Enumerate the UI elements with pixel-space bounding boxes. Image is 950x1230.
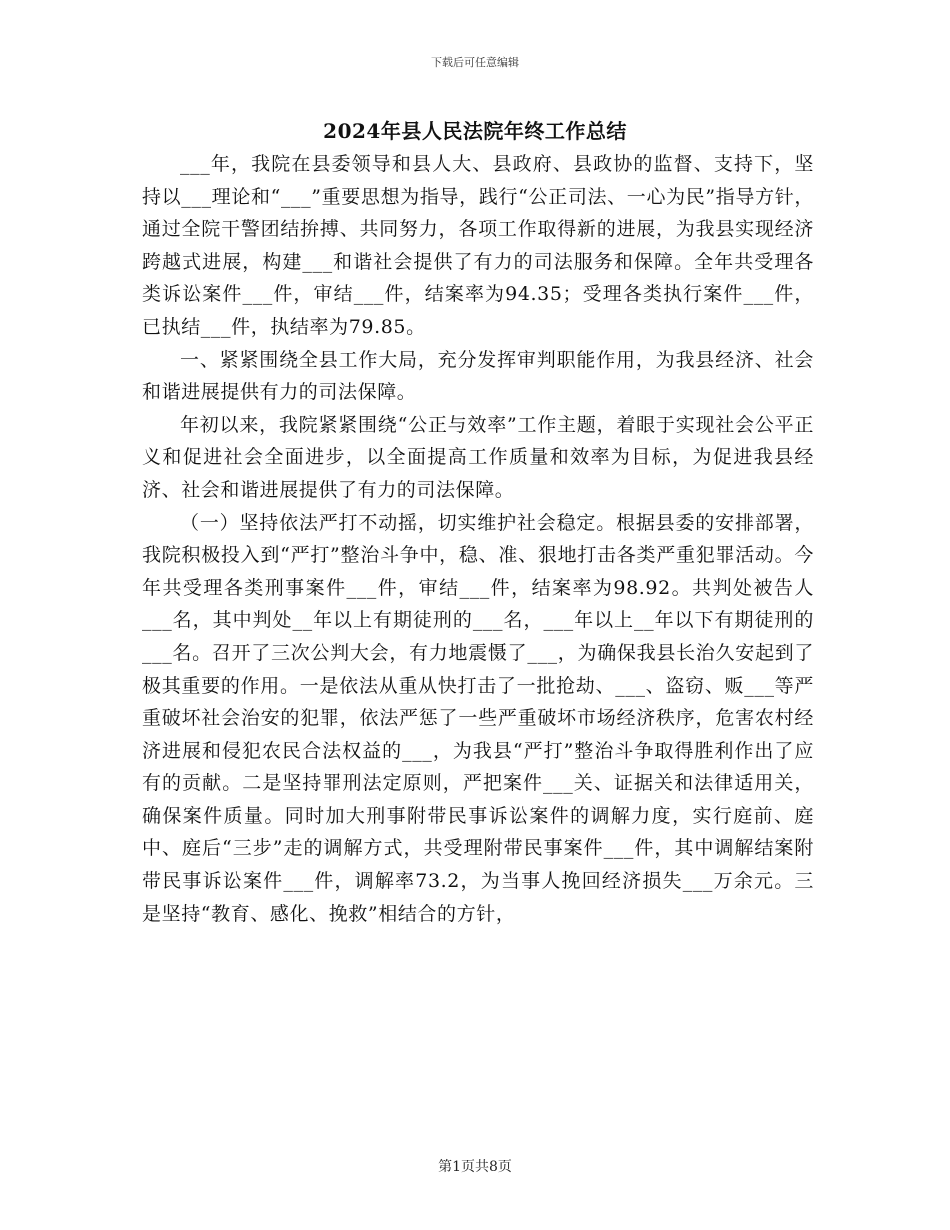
document-body	[142, 148, 814, 930]
paragraph-intro: ___年，我院在县委领导和县人大、县政府、县政协的监督、支持下，坚持以___理论和“___”重要思想为指导，践行“公正司法、一心为民”指导方针，通过全院干警团结拚搏、共同努力，各项工作取得新的进展，为我县实现经济跨越式进展，构建___和谐社会提供了有力的司法服务和保障。全年共受理各类诉讼案件___件，审结___件，结案率为94.35；受理各类执行案件___件，已执结___件，执结率为79.85。	[142, 153, 814, 338]
page-footer: 第1页共8页	[438, 1159, 512, 1175]
document-title: 2024年县人民法院年终工作总结	[323, 119, 627, 143]
header-note: 下载后可任意编辑	[431, 56, 519, 69]
paragraph-subsection-1: （一）坚持依法严打不动摇，切实维护社会稳定。根据县委的安排部署，我院积极投入到“严打”整治斗争中，稳、准、狠地打击各类严重犯罪活动。今年共受理各类刑事案件___件，审结___件，结案率为98.92。共判处被告人___名，其中判处__年以上有期徒刑的___名，___年以上__年以下有期徒刑的___名。召开了三次公判大会，有力地震慑了___，为确保我县长治久安起到了极其重要的作用。一是依法从重从快打击了一批抢劫、___、盗窃、贩___等严重破坏社会治安的犯罪，依法严惩了一些严重破坏市场经济秩序，危害农村经济进展和侵犯农民合法权益的___，为我县“严打”整治斗争取得胜利作出了应有的贡献。二是坚持罪刑法定原则，严把案件___关、证据关和法律适用关，确保案件质量。同时加大刑事附带民事诉讼案件的调解力度，实行庭前、庭中、庭后“三步”走的调解方式，共受理附带民事案件___件，其中调解结案附带民事诉讼案件___件，调解率73.2，为当事人挽回经济损失___万余元。三是坚持“教育、感化、挽救”相结合的方针，	[142, 511, 814, 925]
paragraph-section-1-summary: 年初以来，我院紧紧围绕“公正与效率”工作主题，着眼于实现社会公平正义和促进社会全面进步，以全面提高工作质量和效率为目标，为促进我县经济、社会和谐进展提供了有力的司法保障。	[142, 413, 814, 501]
paragraph-section-1-heading: 一、紧紧围绕全县工作大局，充分发挥审判职能作用，为我县经济、社会和谐进展提供有力的司法保障。	[142, 348, 814, 404]
